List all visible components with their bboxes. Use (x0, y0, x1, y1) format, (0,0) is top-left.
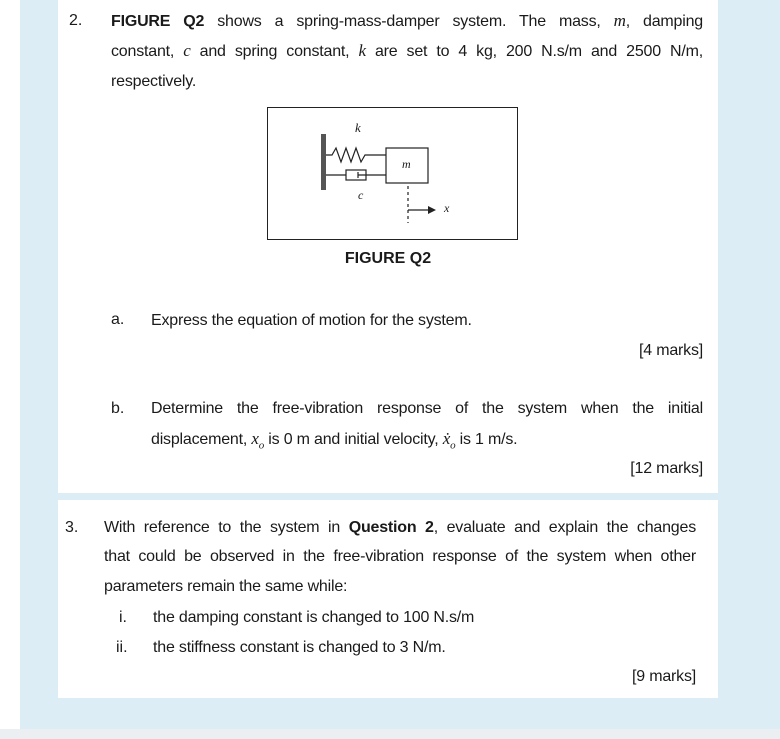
part-a-text: Express the equation of motion for the system. (151, 312, 472, 329)
item-ii-text: the stiffness constant is changed to 3 N/m. (153, 639, 446, 656)
figure-label-c: c (358, 188, 364, 202)
bottom-bar (0, 729, 780, 739)
question-3-line-1: With reference to the system in Question 2, evaluate and explain the changes (104, 519, 697, 536)
figure-label-k: k (355, 120, 361, 135)
question-3-card (58, 500, 718, 698)
question-2-number: 2. (69, 12, 83, 29)
question-3-number: 3. (65, 519, 79, 536)
figure-label-m: m (402, 157, 411, 171)
wall-shape (321, 134, 326, 190)
page-left-margin (0, 0, 20, 729)
symbol-k: k (358, 41, 366, 60)
question-3-marks: [9 marks] (632, 668, 696, 685)
symbol-xdot0: ẋ$_o$ (442, 429, 456, 452)
question-2-intro-line-2: constant, c and spring constant, k are set to 4 kg, 200 N.s/m and 2500 N/m, (111, 41, 703, 60)
figure-label-x: x (444, 201, 450, 215)
spring-mass-damper-diagram (268, 108, 516, 238)
spring-shape (326, 148, 386, 162)
item-i-label: i. (119, 609, 127, 626)
item-ii-label: ii. (116, 639, 128, 656)
part-b-label: b. (111, 400, 125, 417)
question-2-intro-line-1: FIGURE Q2 shows a spring-mass-damper system. The mass, m, damping (111, 11, 703, 30)
spring-mass-damper-figure (267, 107, 518, 240)
symbol-c: c (183, 41, 191, 60)
figure-caption: FIGURE Q2 (344, 250, 432, 267)
part-a-label: a. (111, 311, 125, 328)
part-a-marks: [4 marks] (639, 342, 703, 359)
question-2-intro-line-3: respectively. (111, 73, 197, 90)
symbol-x0: $x_o$ (251, 429, 265, 452)
x-arrow-head (428, 206, 436, 214)
figure-reference: FIGURE Q2 (111, 13, 205, 30)
part-b-line-2: displacement, $x_o$ is 0 m and initial velocity, ẋ$_o$ is 1 m/s. (151, 429, 518, 452)
question-2-card (58, 0, 718, 493)
question-reference: Question 2 (348, 519, 434, 536)
item-i-text: the damping constant is changed to 100 N.s/m (153, 609, 475, 626)
question-3-line-2: that could be observed in the free-vibration response of the system when other (104, 548, 696, 565)
part-b-marks: [12 marks] (630, 460, 703, 477)
question-3-line-3: parameters remain the same while: (104, 578, 348, 595)
part-b-line-1: Determine the free-vibration response of the system when the initial (151, 400, 703, 417)
symbol-m: m (613, 11, 626, 30)
